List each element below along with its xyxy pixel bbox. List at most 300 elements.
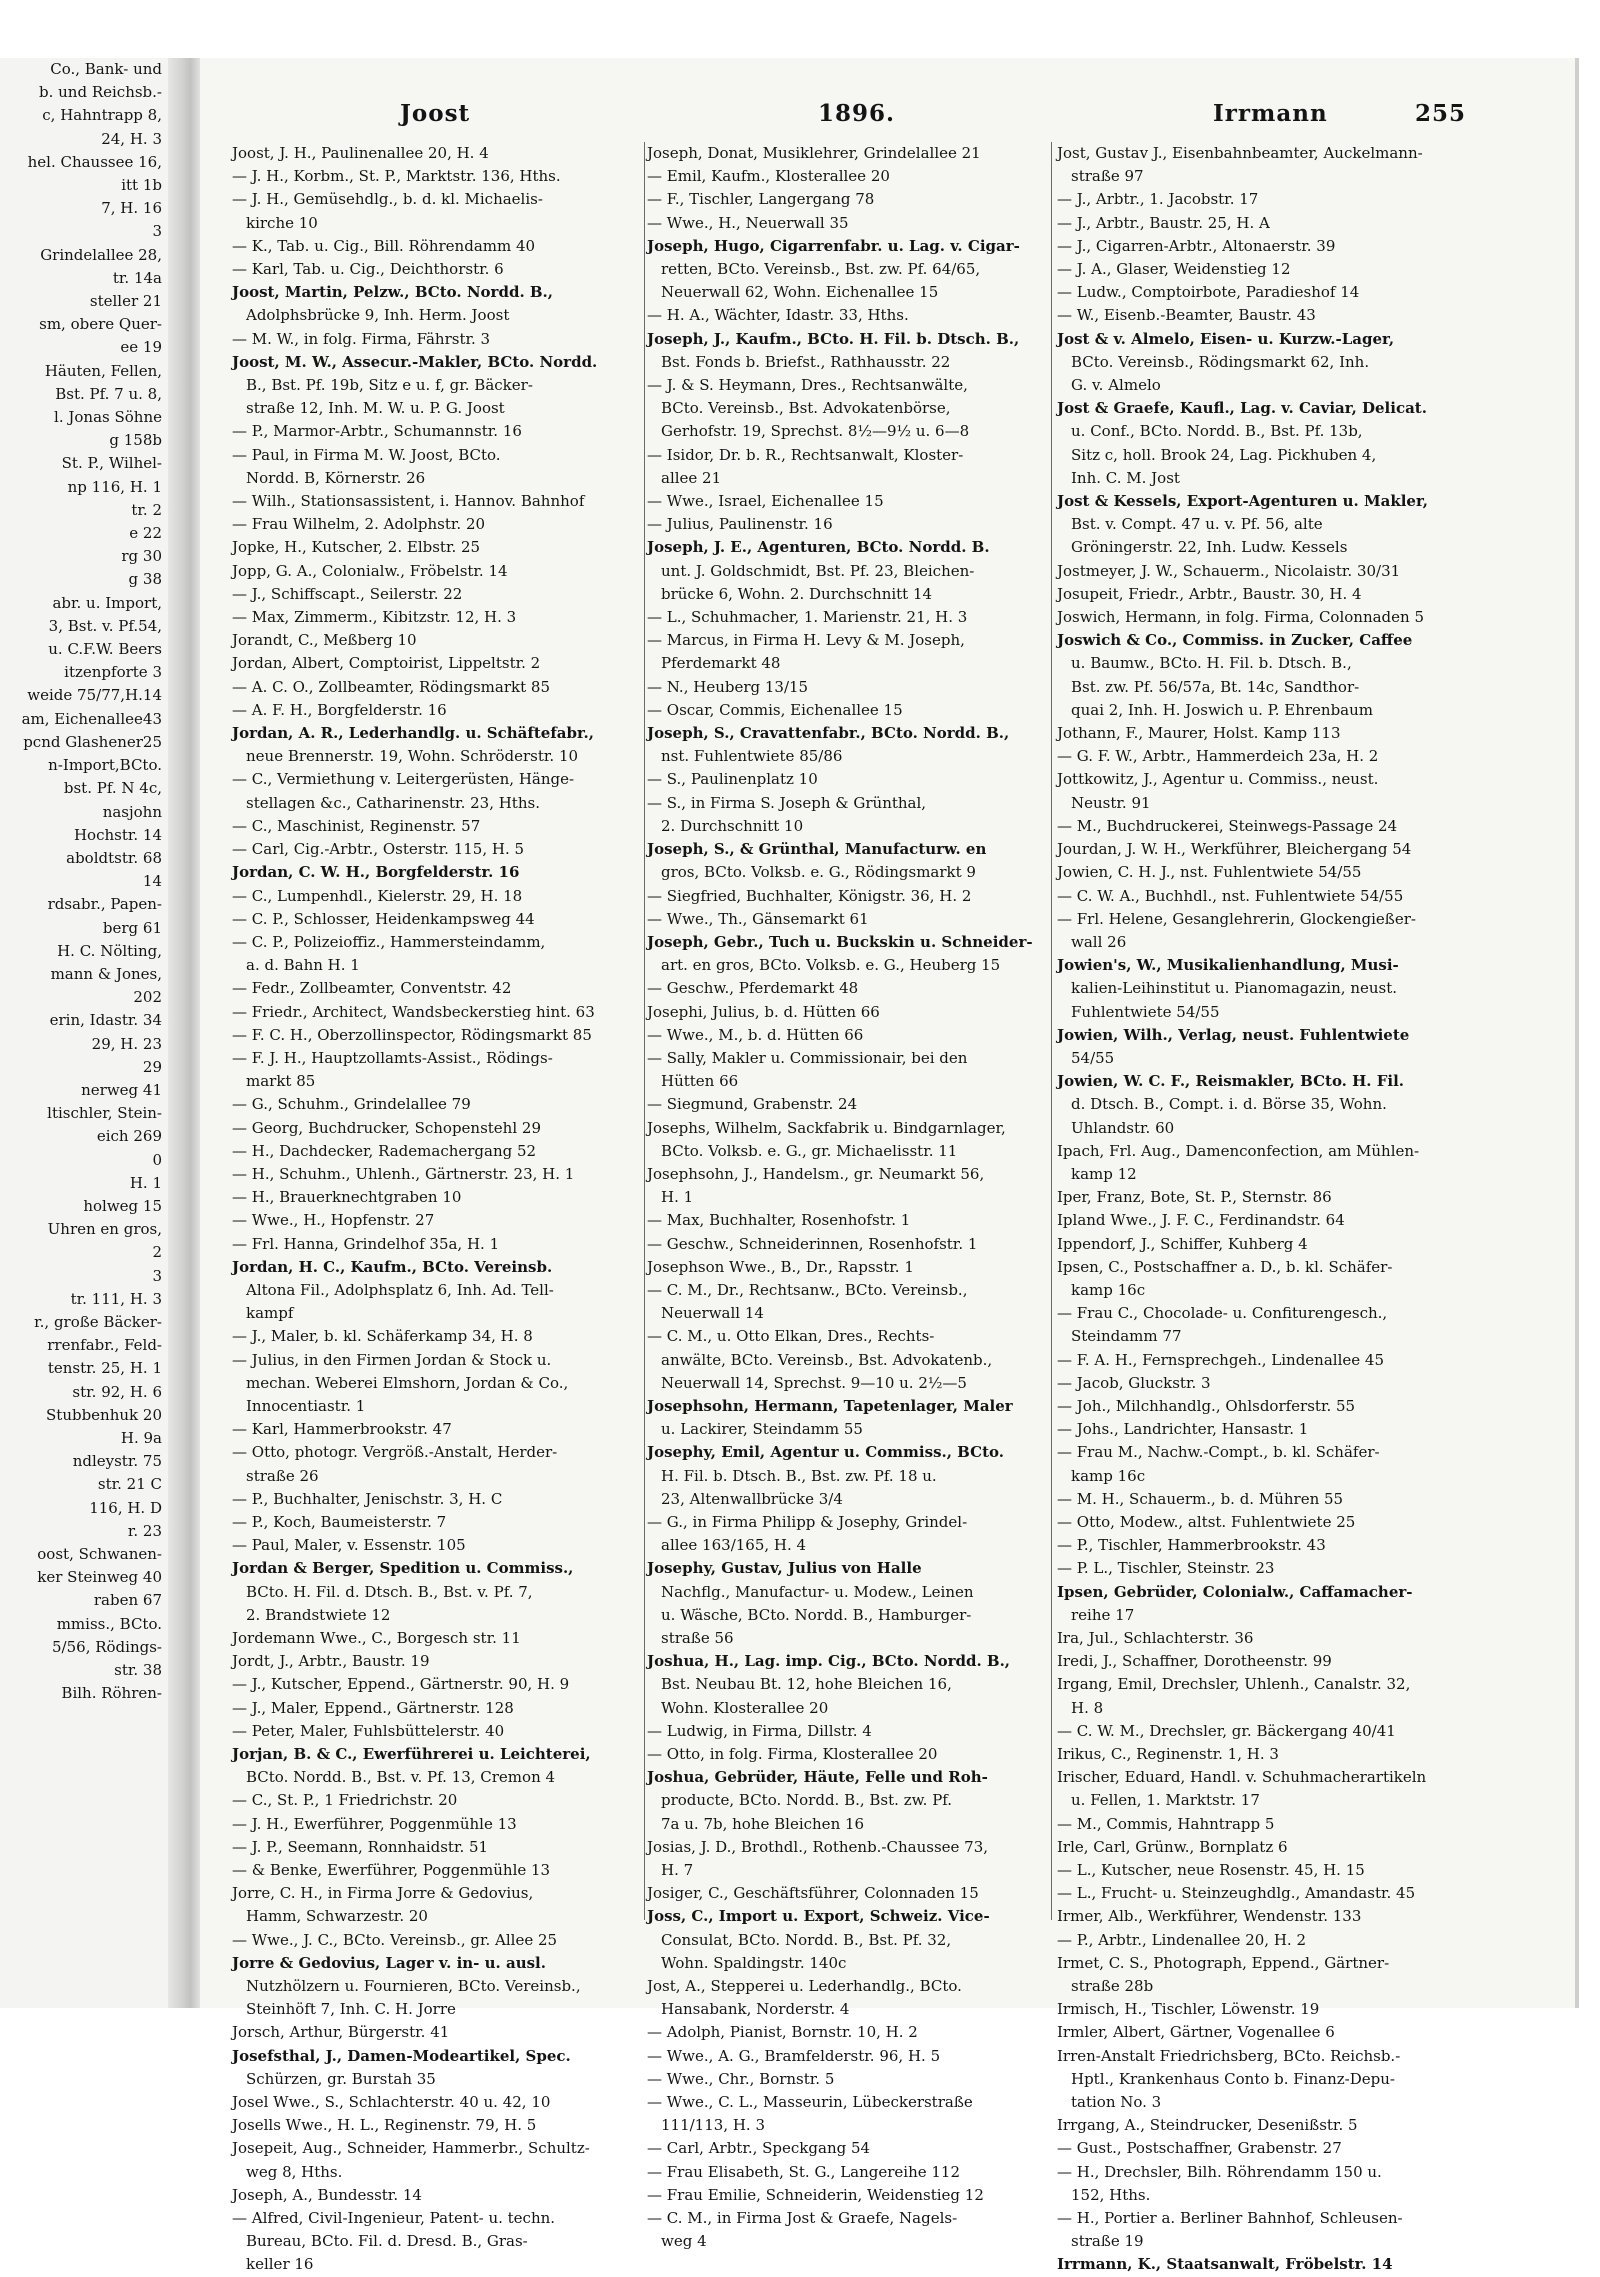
fragment-line: bst. Pf. N 4c, [63, 779, 162, 798]
fragment-line: l. Jonas Söhne [54, 408, 162, 427]
directory-entry: — C. W. M., Drechsler, gr. Bäckergang 40/41 [1057, 1721, 1396, 1740]
directory-entry: — Carl, Cig.-Arbtr., Osterstr. 115, H. 5 [232, 840, 525, 859]
directory-entry: Schürzen, gr. Burstah 35 [246, 2069, 436, 2088]
directory-entry: — Otto, Modew., altst. Fuhlentwiete 25 [1057, 1512, 1356, 1531]
directory-entry: Jothann, F., Maurer, Holst. Kamp 113 [1057, 724, 1341, 743]
directory-entry: Jordan, A. R., Lederhandlg. u. Schäftefabr., [232, 724, 594, 743]
directory-entry: Irischer, Eduard, Handl. v. Schuhmacherartikeln [1057, 1768, 1427, 1787]
directory-entry: — Isidor, Dr. b. R., Rechtsanwalt, Kloster- [647, 445, 964, 464]
directory-entry: Ipland Wwe., J. F. C., Ferdinandstr. 64 [1057, 1211, 1345, 1230]
directory-entry: Joseph, S., & Grünthal, Manufacturw. en [647, 840, 987, 859]
directory-entry: Nutzhölzern u. Fournieren, BCto. Vereinsb., [246, 1977, 581, 1996]
fragment-line: 3 [152, 1266, 162, 1285]
directory-entry: Hütten 66 [661, 1072, 739, 1091]
previous-page-fragment [0, 58, 168, 2008]
directory-entry: — H., Drechsler, Bilh. Röhrendamm 150 u. [1057, 2162, 1382, 2181]
directory-entry: BCto. Nordd. B., Bst. v. Pf. 13, Cremon 4 [246, 1768, 556, 1787]
directory-entry: Joseph, J., Kaufm., BCto. H. Fil. b. Dtsch. B., [647, 329, 1020, 348]
fragment-line: aboldtstr. 68 [66, 848, 162, 867]
fragment-line: Häuten, Fellen, [44, 361, 162, 380]
directory-entry: Joswich, Hermann, in folg. Firma, Colonnaden 5 [1057, 608, 1425, 627]
fragment-line: 3, Bst. v. Pf.54, [48, 616, 162, 635]
fragment-line: 29 [142, 1057, 162, 1076]
directory-entry: Josias, J. D., Brothdl., Rothenb.-Chaussee 73, [647, 1837, 989, 1856]
directory-entry: — C., Lumpenhdl., Kielerstr. 29, H. 18 [232, 886, 523, 905]
directory-entry: Irgang, Emil, Drechsler, Uhlenh., Canalstr. 32, [1057, 1675, 1411, 1694]
directory-entry: — Frl. Helene, Gesanglehrerin, Glockengießer- [1057, 909, 1416, 928]
directory-entry: Jost, A., Stepperei u. Lederhandlg., BCto. [647, 1977, 962, 1996]
directory-entry: — Sally, Makler u. Commissionair, bei den [647, 1048, 968, 1067]
fragment-line: tenstr. 25, H. 1 [47, 1359, 162, 1378]
directory-entry: — L., Kutscher, neue Rosenstr. 45, H. 15 [1057, 1861, 1365, 1880]
fragment-line: c, Hahntrapp 8, [42, 106, 162, 125]
directory-entry: Irmler, Albert, Gärtner, Vogenallee 6 [1057, 2023, 1335, 2042]
directory-entry: — Gust., Postschaffner, Grabenstr. 27 [1057, 2139, 1342, 2158]
directory-entry: Neuerwall 14 [661, 1304, 764, 1323]
directory-entry: Innocentiastr. 1 [246, 1396, 366, 1415]
directory-entry: — C., Vermiethung v. Leitergerüsten, Hänge- [232, 770, 575, 789]
directory-entry: Joost, J. H., Paulinenallee 20, H. 4 [232, 144, 489, 162]
directory-entry: Neustr. 91 [1071, 793, 1151, 812]
directory-entry: u. Baumw., BCto. H. Fil. b. Dtsch. B., [1071, 654, 1352, 673]
directory-entry: retten, BCto. Vereinsb., Bst. zw. Pf. 64/65, [661, 260, 981, 279]
directory-entry: — Otto, in folg. Firma, Klosterallee 20 [647, 1745, 938, 1764]
directory-entry: Joshua, Gebrüder, Häute, Felle und Roh- [647, 1768, 988, 1787]
fragment-line: str. 21 C [97, 1475, 162, 1494]
directory-entry: — Wwe., H., Hopfenstr. 27 [232, 1211, 435, 1230]
page-number: 255 [1415, 100, 1467, 127]
directory-entry: kamp 12 [1071, 1164, 1137, 1183]
directory-entry: weg 8, Hths. [246, 2162, 343, 2181]
fragment-line: steller 21 [89, 292, 162, 311]
directory-entry: — M., Buchdruckerei, Steinwegs-Passage 24 [1057, 816, 1398, 835]
fragment-line: 24, H. 3 [101, 129, 162, 148]
directory-entry: — Max, Buchhalter, Rosenhofstr. 1 [647, 1211, 911, 1230]
fragment-line: 7, H. 16 [101, 199, 162, 218]
fragment-line: St. P., Wilhel- [61, 454, 162, 473]
directory-entry: — Wwe., A. G., Bramfelderstr. 96, H. 5 [647, 2046, 941, 2065]
fragment-line: rdsabr., Papen- [47, 895, 162, 914]
fragment-line: hel. Chaussee 16, [27, 152, 162, 171]
directory-entry: u. Fellen, 1. Marktstr. 17 [1071, 1791, 1260, 1810]
directory-entry: — F., Tischler, Langergang 78 [647, 190, 875, 209]
directory-entry: Iredi, J., Schaffner, Dorotheenstr. 99 [1057, 1652, 1332, 1671]
directory-entry: Joseph, J. E., Agenturen, BCto. Nordd. B. [647, 538, 990, 557]
directory-entry: Irrmann, K., Staatsanwalt, Fröbelstr. 14 [1057, 2255, 1393, 2274]
directory-entry: Josupeit, Friedr., Arbtr., Baustr. 30, H. 4 [1057, 584, 1362, 603]
fragment-line: 2 [152, 1243, 162, 1262]
directory-entry: — Max, Zimmerm., Kibitzstr. 12, H. 3 [232, 608, 517, 627]
fragment-line: H. 1 [129, 1173, 162, 1192]
column-divider [1051, 142, 1052, 1920]
directory-entry: Josephsohn, J., Handelsm., gr. Neumarkt 56, [647, 1164, 985, 1183]
directory-entry: — F. A. H., Fernsprechgeh., Lindenallee 45 [1057, 1350, 1384, 1369]
directory-entry: Joseph, S., Cravattenfabr., BCto. Nordd. B., [647, 724, 1010, 743]
directory-entry: straße 56 [661, 1629, 734, 1647]
directory-entry: — Wwe., J. C., BCto. Vereinsb., gr. Allee 25 [232, 1930, 558, 1949]
directory-entry: nst. Fuhlentwiete 85/86 [661, 747, 843, 766]
fragment-line: oost, Schwanen- [37, 1545, 162, 1563]
header-right-title: Irrmann [1213, 100, 1328, 127]
directory-entry: — Jacob, Gluckstr. 3 [1057, 1373, 1211, 1392]
directory-entry: straße 97 [1071, 167, 1144, 186]
directory-entry: kamp 16c [1071, 1280, 1146, 1299]
directory-entry: 7a u. 7b, hohe Bleichen 16 [661, 1814, 865, 1833]
fragment-line: n-Import,BCto. [48, 756, 162, 775]
fragment-line: 0 [152, 1150, 162, 1169]
directory-entry: allee 21 [661, 468, 722, 487]
directory-entry: — C., St. P., 1 Friedrichstr. 20 [232, 1791, 458, 1810]
directory-entry: Pferdemarkt 48 [661, 654, 781, 673]
directory-entry: Nordd. B, Körnerstr. 26 [246, 468, 426, 487]
directory-entry: H. Fil. b. Dtsch. B., Bst. zw. Pf. 18 u. [661, 1466, 937, 1485]
directory-entry: gros, BCto. Volksb. e. G., Rödingsmarkt 9 [661, 863, 976, 882]
fragment-line: H. C. Nölting, [57, 941, 162, 960]
directory-entry: Irrgang, A., Steindrucker, Desenißstr. 5 [1057, 2116, 1358, 2135]
directory-entry: BCto. Vereinsb., Bst. Advokatenbörse, [661, 399, 951, 418]
directory-entry: kamp 16c [1071, 1466, 1146, 1485]
directory-entry: Neuerwall 14, Sprechst. 9—10 u. 2½—5 [661, 1373, 967, 1392]
fragment-line: r. 23 [127, 1521, 162, 1540]
directory-entry: Joswich & Co., Commiss. in Zucker, Caffee [1057, 631, 1413, 650]
directory-entry: — J. H., Gemüsehdlg., b. d. kl. Michaelis- [232, 190, 543, 209]
directory-entry: allee 163/165, H. 4 [661, 1536, 807, 1555]
directory-entry: Joss, C., Import u. Export, Schweiz. Vice- [647, 1907, 990, 1926]
directory-entry: — W., Eisenb.-Beamter, Baustr. 43 [1057, 306, 1316, 325]
fragment-line: Bilh. Röhren- [61, 1684, 162, 1703]
directory-entry: a. d. Bahn H. 1 [246, 956, 360, 975]
fragment-line: mann & Jones, [50, 964, 162, 983]
directory-entry: H. 8 [1071, 1698, 1104, 1717]
directory-entry: Irmet, C. S., Photograph, Eppend., Gärtner- [1057, 1953, 1390, 1972]
directory-entry: Jordan, H. C., Kaufm., BCto. Vereinsb. [232, 1257, 553, 1276]
directory-entry: — Frau M., Nachw.-Compt., b. kl. Schäfer- [1057, 1443, 1380, 1462]
directory-entry: — P., Buchhalter, Jenischstr. 3, H. C [232, 1489, 503, 1508]
directory-column-3 [1057, 142, 1465, 2274]
directory-entry: Jost & Kessels, Export-Agenturen u. Makler, [1057, 492, 1428, 511]
directory-entry: Gerhofstr. 19, Sprechst. 8½—9½ u. 6—8 [661, 422, 970, 441]
directory-entry: — G., in Firma Philipp & Josephy, Grindel- [647, 1512, 968, 1531]
directory-entry: Fuhlentwiete 54/55 [1071, 1002, 1220, 1021]
directory-entry: Jostmeyer, J. W., Schauerm., Nicolaistr. 30/31 [1057, 561, 1401, 580]
directory-entry: Hamm, Schwarzestr. 20 [246, 1907, 428, 1926]
directory-entry: Josephy, Gustav, Julius von Halle [647, 1559, 922, 1578]
directory-entry: Irmer, Alb., Werkführer, Wendenstr. 133 [1057, 1907, 1362, 1926]
fragment-line: b. und Reichsb.- [39, 83, 162, 102]
directory-entry: — K., Tab. u. Cig., Bill. Röhrendamm 40 [232, 236, 536, 255]
fragment-line: u. C.F.W. Beers [48, 640, 162, 659]
directory-entry: — H., Portier a. Berliner Bahnhof, Schleusen- [1057, 2209, 1403, 2228]
directory-entry: — Alfred, Civil-Ingenieur, Patent- u. techn. [232, 2209, 556, 2228]
directory-entry: — Frau C., Chocolade- u. Confiturengesch., [1057, 1304, 1388, 1323]
directory-entry: u. Lackirer, Steindamm 55 [661, 1420, 863, 1439]
directory-entry: Joseph, Gebr., Tuch u. Buckskin u. Schneider- [647, 932, 1033, 951]
directory-entry: — J. H., Ewerführer, Poggenmühle 13 [232, 1814, 517, 1833]
directory-entry: Jost, Gustav J., Eisenbahnbeamter, Auckelmann- [1057, 144, 1423, 162]
fragment-line: 14 [142, 872, 162, 891]
directory-entry: Josephsohn, Hermann, Tapetenlager, Maler [647, 1396, 1013, 1415]
directory-entry: — G., Schuhm., Grindelallee 79 [232, 1095, 471, 1114]
directory-entry: — Otto, photogr. Vergröß.-Anstalt, Herder- [232, 1443, 558, 1462]
directory-entry: Joost, Martin, Pelzw., BCto. Nordd. B., [232, 283, 554, 302]
fragment-line: 5/56, Rödings- [52, 1637, 162, 1656]
directory-entry: G. v. Almelo [1071, 376, 1161, 395]
fragment-line: Bst. Pf. 7 u. 8, [55, 384, 162, 403]
fragment-line: 3 [152, 222, 162, 241]
directory-entry: — Emil, Kaufm., Klosterallee 20 [647, 167, 890, 186]
directory-entry: — Siegfried, Buchhalter, Königstr. 36, H. 2 [647, 886, 972, 905]
directory-entry: Joshua, H., Lag. imp. Cig., BCto. Nordd. B., [647, 1652, 1011, 1671]
directory-entry: Wohn. Klosterallee 20 [661, 1698, 829, 1717]
directory-entry: kampf [246, 1304, 294, 1323]
directory-entry: Jopke, H., Kutscher, 2. Elbstr. 25 [232, 538, 481, 557]
directory-entry: Steinhöft 7, Inh. C. H. Jorre [246, 2000, 456, 2019]
fragment-line: weide 75/77,H.14 [27, 686, 162, 705]
directory-entry: Josephs, Wilhelm, Sackfabrik u. Bindgarnlager, [647, 1118, 1006, 1137]
directory-entry: Jorre, C. H., in Firma Jorre & Gedovius, [232, 1884, 534, 1903]
directory-entry: — J., Arbtr., 1. Jacobstr. 17 [1057, 190, 1259, 209]
directory-entry: Iper, Franz, Bote, St. P., Sternstr. 86 [1057, 1188, 1332, 1207]
directory-entry: — S., in Firma S. Joseph & Grünthal, [647, 793, 927, 812]
directory-column-2 [647, 142, 1042, 2251]
directory-entry: BCto. Volksb. e. G., gr. Michaelisstr. 11 [661, 1141, 958, 1160]
directory-entry: — Ludwig, in Firma, Dillstr. 4 [647, 1721, 872, 1740]
directory-entry: straße 19 [1071, 2232, 1144, 2251]
directory-entry: tation No. 3 [1071, 2093, 1162, 2112]
directory-entry: — Frl. Hanna, Grindelhof 35a, H. 1 [232, 1234, 500, 1253]
directory-entry: Gröningerstr. 22, Inh. Ludw. Kessels [1071, 538, 1348, 557]
directory-entry: — Oscar, Commis, Eichenallee 15 [647, 700, 903, 719]
fragment-line: Uhren en gros, [47, 1220, 162, 1239]
directory-entry: producte, BCto. Nordd. B., Bst. zw. Pf. [661, 1791, 953, 1810]
fragment-line: ltischler, Stein- [47, 1104, 162, 1123]
fragment-line: tr. 111, H. 3 [70, 1289, 162, 1308]
directory-entry: — G. F. W., Arbtr., Hammerdeich 23a, H. 2 [1057, 747, 1379, 766]
book-gutter [168, 58, 200, 2008]
directory-entry: — J., Arbtr., Baustr. 25, H. A [1057, 213, 1270, 232]
directory-entry: Josephi, Julius, b. d. Hütten 66 [647, 1002, 880, 1021]
directory-entry: — Karl, Hammerbrookstr. 47 [232, 1420, 452, 1439]
fragment-line: pcnd Glashener25 [23, 732, 162, 751]
directory-entry: — C. M., Dr., Rechtsanw., BCto. Vereinsb., [647, 1280, 968, 1299]
directory-entry: stellagen &c., Catharinenstr. 23, Hths. [246, 793, 540, 812]
directory-entry: — P., Tischler, Hammerbrookstr. 43 [1057, 1536, 1326, 1555]
fragment-line: rrenfabr., Feld- [47, 1336, 162, 1355]
fragment-line: ndleystr. 75 [72, 1452, 162, 1471]
directory-entry: — H., Dachdecker, Rademachergang 52 [232, 1141, 537, 1160]
directory-entry: neue Brennerstr. 19, Wohn. Schröderstr. 10 [246, 747, 579, 766]
directory-entry: — H., Schuhm., Uhlenh., Gärtnerstr. 23, H. 1 [232, 1164, 575, 1183]
fragment-line: mmiss., BCto. [56, 1614, 162, 1633]
directory-entry: Adolphsbrücke 9, Inh. Herm. Joost [246, 306, 510, 325]
directory-entry: Jorsch, Arthur, Bürgerstr. 41 [232, 2023, 450, 2042]
directory-entry: — Wwe., M., b. d. Hütten 66 [647, 1025, 864, 1044]
directory-entry: Josephy, Emil, Agentur u. Commiss., BCto. [647, 1443, 1004, 1462]
directory-entry: 54/55 [1071, 1048, 1115, 1067]
directory-entry: 23, Altenwallbrücke 3/4 [661, 1489, 843, 1508]
directory-entry: Jost & v. Almelo, Eisen- u. Kurzw.-Lager, [1057, 329, 1395, 348]
directory-entry: — C., Maschinist, Reginenstr. 57 [232, 816, 481, 835]
directory-entry: 2. Brandstwiete 12 [246, 1605, 391, 1624]
fragment-line: str. 92, H. 6 [72, 1382, 162, 1401]
directory-entry: Bst. Neubau Bt. 12, hohe Bleichen 16, [661, 1675, 952, 1694]
directory-entry: Jordemann Wwe., C., Borgesch str. 11 [232, 1629, 521, 1647]
directory-entry: u. Wäsche, BCto. Nordd. B., Hamburger- [661, 1605, 972, 1624]
directory-entry: — Georg, Buchdrucker, Schopenstehl 29 [232, 1118, 541, 1137]
directory-entry: Jordan, Albert, Comptoirist, Lippeltstr. 2 [232, 654, 541, 673]
directory-entry: 152, Hths. [1071, 2185, 1151, 2204]
directory-entry: — C. M., u. Otto Elkan, Dres., Rechts- [647, 1327, 935, 1346]
directory-entry: art. en gros, BCto. Volksb. e. G., Heuberg 15 [661, 956, 1001, 975]
directory-entry: — Siegmund, Grabenstr. 24 [647, 1095, 858, 1114]
fragment-line: e 22 [129, 524, 162, 543]
directory-entry: reihe 17 [1071, 1605, 1135, 1624]
directory-entry: straße 12, Inh. M. W. u. P. G. Joost [246, 399, 505, 418]
directory-entry: Jottkowitz, J., Agentur u. Commiss., neust. [1057, 770, 1379, 789]
directory-entry: — J., Kutscher, Eppend., Gärtnerstr. 90, H. 9 [232, 1675, 570, 1694]
directory-entry: Nachflg., Manufactur- u. Modew., Leinen [661, 1582, 974, 1601]
fragment-line: ker Steinweg 40 [37, 1568, 162, 1587]
directory-entry: BCto. Vereinsb., Rödingsmarkt 62, Inh. [1071, 352, 1370, 371]
fragment-line: tr. 2 [131, 500, 162, 519]
directory-entry: Jorandt, C., Meßberg 10 [232, 631, 417, 650]
directory-entry: — N., Heuberg 13/15 [647, 677, 809, 696]
directory-entry: — Wwe., Chr., Bornstr. 5 [647, 2069, 835, 2088]
directory-entry: quai 2, Inh. H. Joswich u. P. Ehrenbaum [1071, 700, 1373, 719]
directory-entry: — Frau Emilie, Schneiderin, Weidenstieg 12 [647, 2185, 984, 2204]
directory-entry: — Joh., Milchhandlg., Ohlsdorferstr. 55 [1057, 1396, 1356, 1415]
directory-entry: Joseph, A., Bundesstr. 14 [232, 2185, 422, 2204]
directory-entry: Jowien, Wilh., Verlag, neust. Fuhlentwiete [1057, 1025, 1410, 1044]
fragment-line: 116, H. D [89, 1498, 162, 1517]
directory-entry: Josephson Wwe., B., Dr., Rapsstr. 1 [647, 1257, 914, 1276]
fragment-line: nerweg 41 [81, 1080, 162, 1099]
directory-entry: H. 1 [661, 1188, 694, 1207]
directory-entry: Wohn. Spaldingstr. 140c [661, 1953, 847, 1972]
fragment-line: H. 9a [120, 1428, 162, 1447]
directory-entry: — J., Maler, Eppend., Gärtnerstr. 128 [232, 1698, 514, 1717]
directory-entry: — J. H., Korbm., St. P., Marktstr. 136, Hths. [232, 167, 561, 186]
fragment-line: 202 [133, 988, 162, 1007]
directory-entry: Uhlandstr. 60 [1071, 1118, 1175, 1137]
directory-entry: Joost, M. W., Assecur.-Makler, BCto. Nordd. [232, 352, 598, 371]
directory-entry: keller 16 [246, 2255, 314, 2274]
directory-entry: — Frau Elisabeth, St. G., Langereihe 112 [647, 2162, 961, 2181]
directory-entry: Ira, Jul., Schlachterstr. 36 [1057, 1629, 1254, 1647]
directory-entry: — C. P., Schlosser, Heidenkampsweg 44 [232, 909, 535, 928]
directory-entry: — Ludw., Comptoirbote, Paradieshof 14 [1057, 283, 1360, 302]
fragment-line: eich 269 [96, 1127, 162, 1146]
directory-entry: unt. J. Goldschmidt, Bst. Pf. 23, Bleichen- [661, 561, 975, 580]
directory-entry: — Wwe., H., Neuerwall 35 [647, 213, 849, 232]
directory-entry: — Wwe., C. L., Masseurin, Lübeckerstraße [647, 2093, 973, 2112]
directory-entry: Bst. zw. Pf. 56/57a, Bt. 14c, Sandthor- [1071, 677, 1360, 696]
directory-entry: — J. P., Seemann, Ronnhaidstr. 51 [232, 1837, 489, 1856]
directory-entry: — J., Schiffscapt., Seilerstr. 22 [232, 584, 463, 603]
directory-entry: — Karl, Tab. u. Cig., Deichthorstr. 6 [232, 260, 504, 279]
fragment-line: itzenpforte 3 [64, 663, 162, 682]
directory-entry: Consulat, BCto. Nordd. B., Bst. Pf. 32, [661, 1930, 952, 1949]
directory-entry: straße 28b [1071, 1977, 1154, 1996]
fragment-line: Stubbenhuk 20 [46, 1405, 162, 1424]
directory-entry: Ippendorf, J., Schiffer, Kuhberg 4 [1057, 1234, 1308, 1253]
directory-entry: markt 85 [246, 1072, 316, 1091]
directory-entry: Jowien, W. C. F., Reismakler, BCto. H. Fil. [1057, 1072, 1405, 1091]
page-header [228, 100, 1528, 136]
directory-entry: straße 26 [246, 1466, 319, 1485]
directory-entry: brücke 6, Wohn. 2. Durchschnitt 14 [661, 584, 933, 603]
directory-entry: — P., Koch, Baumeisterstr. 7 [232, 1512, 447, 1531]
fragment-line: abr. u. Import, [52, 593, 162, 612]
fragment-line: raben 67 [93, 1591, 162, 1610]
directory-entry: Bst. v. Compt. 47 u. v. Pf. 56, alte [1071, 515, 1323, 534]
directory-entry: Irikus, C., Reginenstr. 1, H. 3 [1057, 1745, 1279, 1764]
directory-entry: Jordan & Berger, Spedition u. Commiss., [232, 1559, 574, 1578]
directory-entry: Josells Wwe., H. L., Reginenstr. 79, H. 5 [232, 2116, 537, 2135]
directory-entry: — J. & S. Heymann, Dres., Rechtsanwälte, [647, 376, 968, 395]
directory-entry: — Friedr., Architect, Wandsbeckerstieg hint. 63 [232, 1002, 595, 1021]
fragment-line: Grindelallee 28, [40, 245, 162, 264]
directory-column-1 [232, 142, 642, 2274]
directory-entry: — Wwe., Th., Gänsemarkt 61 [647, 909, 869, 928]
directory-entry: Irren-Anstalt Friedrichsberg, BCto. Reichsb.- [1057, 2046, 1401, 2065]
directory-entry: anwälte, BCto. Vereinsb., Bst. Advokatenb., [661, 1350, 993, 1369]
header-left-title: Joost [400, 100, 471, 127]
directory-entry: Jordt, J., Arbtr., Baustr. 19 [232, 1652, 430, 1671]
directory-entry: — S., Paulinenplatz 10 [647, 770, 818, 789]
fragment-line: ee 19 [120, 338, 162, 357]
directory-entry: — Paul, in Firma M. W. Joost, BCto. [232, 445, 501, 464]
fragment-line: str. 38 [114, 1661, 162, 1680]
fragment-line: r., große Bäcker- [34, 1312, 162, 1331]
directory-entry: kirche 10 [246, 213, 318, 232]
fragment-line: g 158b [109, 431, 162, 450]
directory-entry: Inh. C. M. Jost [1071, 468, 1180, 487]
fragment-line: erin, Idastr. 34 [49, 1011, 162, 1030]
fragment-line: 29, H. 23 [91, 1034, 162, 1053]
directory-entry: — J., Maler, b. kl. Schäferkamp 34, H. 8 [232, 1327, 533, 1346]
directory-entry: B., Bst. Pf. 19b, Sitz e u. f, gr. Bäcker- [246, 376, 533, 395]
directory-entry: — Frau Wilhelm, 2. Adolphstr. 20 [232, 515, 486, 534]
directory-entry: Bureau, BCto. Fil. d. Dresd. B., Gras- [246, 2232, 528, 2251]
directory-entry: — L., Frucht- u. Steinzeughdlg., Amandastr. 45 [1057, 1884, 1416, 1903]
directory-entry: — C. M., in Firma Jost & Graefe, Nagels- [647, 2209, 958, 2228]
directory-entry: Bst. Fonds b. Briefst., Rathhausstr. 22 [661, 352, 951, 371]
directory-entry: Jowien's, W., Musikalienhandlung, Musi- [1057, 956, 1399, 975]
directory-entry: Jowien, C. H. J., nst. Fuhlentwiete 54/55 [1057, 863, 1362, 882]
directory-entry: — F. J. H., Hauptzollamts-Assist., Rödings- [232, 1048, 553, 1067]
directory-entry: 2. Durchschnitt 10 [661, 816, 804, 835]
directory-entry: — P. L., Tischler, Steinstr. 23 [1057, 1559, 1275, 1578]
directory-entry: Josefsthal, J., Damen-Modeartikel, Spec. [232, 2046, 571, 2065]
directory-entry: — F. C. H., Oberzollinspector, Rödingsmarkt 85 [232, 1025, 592, 1044]
directory-entry: Irmisch, H., Tischler, Löwenstr. 19 [1057, 2000, 1320, 2019]
directory-entry: — M. H., Schauerm., b. d. Mühren 55 [1057, 1489, 1344, 1508]
directory-entry: — Carl, Arbtr., Speckgang 54 [647, 2139, 871, 2158]
fragment-line: Co., Bank- und [50, 60, 162, 78]
directory-entry: Altona Fil., Adolphsplatz 6, Inh. Ad. Tell- [246, 1280, 554, 1299]
directory-entry: — & Benke, Ewerführer, Poggenmühle 13 [232, 1861, 551, 1880]
directory-entry: Josepeit, Aug., Schneider, Hammerbr., Schultz- [232, 2139, 590, 2158]
fragment-line: sm, obere Quer- [39, 315, 162, 334]
directory-entry: Josiger, C., Geschäftsführer, Colonnaden 15 [647, 1884, 979, 1903]
directory-entry: Jopp, G. A., Colonialw., Fröbelstr. 14 [232, 561, 508, 580]
directory-entry: Jost & Graefe, Kaufl., Lag. v. Caviar, Delicat. [1057, 399, 1427, 418]
directory-entry: u. Conf., BCto. Nordd. B., Bst. Pf. 13b, [1071, 422, 1363, 441]
directory-entry: — L., Schuhmacher, 1. Marienstr. 21, H. 3 [647, 608, 968, 627]
directory-entry: — H., Brauerknechtgraben 10 [232, 1188, 462, 1207]
directory-entry: Jordan, C. W. H., Borgfelderstr. 16 [232, 863, 520, 882]
